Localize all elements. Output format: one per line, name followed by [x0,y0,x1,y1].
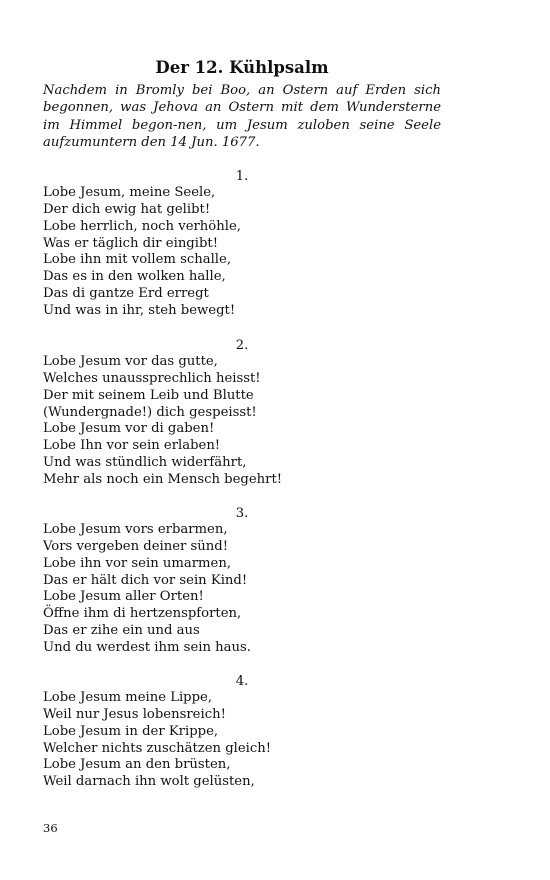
verse-line: Lobe ihn vor sein umarmen, [43,555,232,571]
verse-line: Mehr als noch ein Mensch begehrt! [43,471,283,487]
stanza-4 [43,673,441,791]
verse-line: (Wundergnade!) dich gespeisst! [43,404,257,420]
verse-line: Der mit seinem Leib und Blutte [43,387,254,403]
verse-line: Lobe ihn mit vollem schalle, [43,252,232,268]
verse-line: Lobe herrlich, noch verhöhle, [43,218,241,234]
verse-line: Das di gantze Erd erregt [43,286,209,302]
verse-line: Und du werdest ihm sein haus. [43,639,251,655]
stanza-number: 3. [235,506,249,521]
verse-line: Weil darnach ihn wolt gelüsten, [43,774,255,790]
poem-introduction: Nachdem in Bromly bei Boo, an Ostern auf Erden sich begonnen, was Jehova an Ostern mit dem Wundersterne im Himmel begon-nen, um Jesum zuloben seine Seele aufzumuntern den 14 Jun. 1677. [43,83,441,150]
stanza-3 [43,505,441,657]
verse-line: Öffne ihm di hertzenspforten, [43,606,242,622]
verse-line: Lobe Jesum vor di gaben! [43,421,215,437]
verse-line: Lobe Jesum meine Lippe, [43,690,213,705]
verse-line: Lobe Jesum an den brüsten, [43,757,231,773]
verse-line: Weil nur Jesus lobensreich! [43,706,226,722]
verse-line: Welches unaussprechlich heisst! [43,370,261,386]
verse-line: Und was stündlich widerfährt, [43,455,247,471]
stanza-number: 2. [235,338,249,353]
verse-line: Und was in ihr, steh bewegt! [43,302,236,318]
page-number: 36 [43,821,58,835]
verse-line: Lobe Ihn vor sein erlaben! [43,438,221,454]
verse-line: Lobe Jesum vors erbarmen, [43,522,228,537]
stanza-1 [43,168,441,320]
stanza-number: 1. [235,169,249,184]
verse-line: Das er zihe ein und aus [43,623,200,639]
verse-line: Welcher nichts zuschätzen gleich! [43,740,272,756]
verse-line: Lobe Jesum, meine Seele, [43,185,216,200]
verse-line: Das er hält dich vor sein Kind! [43,572,248,588]
stanza-number: 4. [235,674,249,689]
verse-line: Das es in den wolken halle, [43,269,226,285]
verse-line: Lobe Jesum in der Krippe, [43,723,219,739]
stanza-2 [43,337,441,489]
verse-line: Der dich ewig hat gelibt! [43,201,211,217]
poem-title: Der 12. Kühlpsalm [155,58,329,77]
verse-line: Lobe Jesum vor das gutte, [43,354,218,369]
verse-line: Vors vergeben deiner sünd! [43,538,229,554]
verse-line: Lobe Jesum aller Orten! [43,589,204,605]
verse-line: Was er täglich dir eingibt! [43,235,219,251]
